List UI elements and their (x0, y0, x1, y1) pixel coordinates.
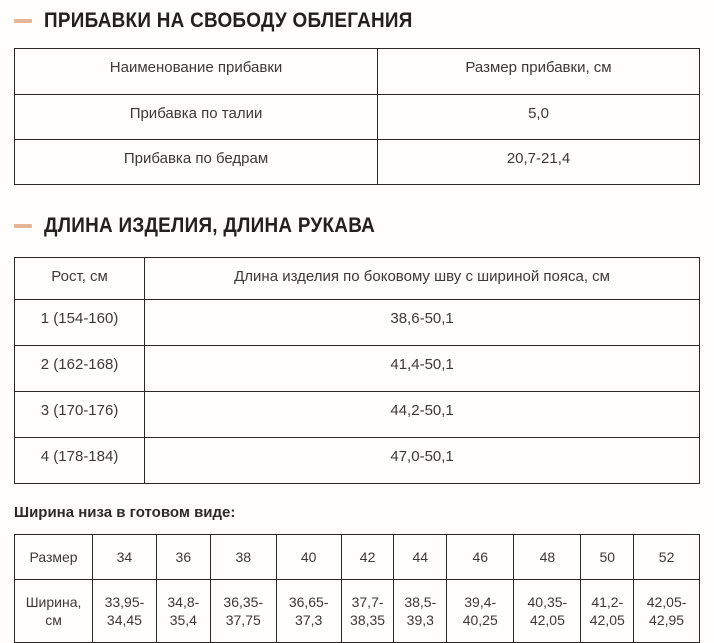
height-cell: 1 (154-160) (15, 300, 145, 346)
width-range-cell: 38,5-39,3 (394, 580, 447, 643)
size-cell: 46 (447, 535, 514, 580)
table-header-row (15, 258, 700, 300)
row-header-width: Ширина, см (15, 580, 93, 643)
table-row (15, 580, 700, 643)
allowance-value-cell: 5,0 (378, 95, 700, 140)
width-range-cell: 40,35-42,05 (514, 580, 581, 643)
size-cell: 50 (581, 535, 634, 580)
size-cell: 40 (276, 535, 341, 580)
size-cell: 36 (156, 535, 210, 580)
table-row (15, 438, 700, 484)
size-cell: 48 (514, 535, 581, 580)
table-row (15, 140, 700, 185)
heading-allowances: ПРИБАВКИ НА СВОБОДУ ОБЛЕГАНИЯ (44, 9, 413, 32)
section-heading-lengths (14, 213, 700, 239)
size-cell: 52 (634, 535, 700, 580)
table-row (15, 95, 700, 140)
allowances-table (14, 48, 700, 185)
column-header-length: Длина изделия по боковому шву с шириной пояса, см (145, 258, 700, 300)
table-row (15, 392, 700, 438)
width-range-cell: 34,8-35,4 (156, 580, 210, 643)
section-heading-allowances (14, 8, 700, 34)
column-header-allowance-name: Наименование прибавки (15, 49, 378, 95)
table-header-row (15, 535, 700, 580)
width-range-cell: 42,05-42,95 (634, 580, 700, 643)
table-row (15, 300, 700, 346)
size-cell: 44 (394, 535, 447, 580)
width-range-cell: 33,95-34,45 (93, 580, 157, 643)
length-table (14, 257, 700, 484)
width-range-cell: 36,65-37,3 (276, 580, 341, 643)
size-cell: 34 (93, 535, 157, 580)
length-cell: 38,6-50,1 (145, 300, 700, 346)
table-row (15, 346, 700, 392)
height-cell: 2 (162-168) (15, 346, 145, 392)
height-cell: 4 (178-184) (15, 438, 145, 484)
width-range-cell: 36,35-37,75 (210, 580, 276, 643)
column-header-size: Размер (15, 535, 93, 580)
allowance-name-cell: Прибавка по бедрам (15, 140, 378, 185)
dash-bullet-icon (14, 19, 32, 23)
column-header-height: Рост, см (15, 258, 145, 300)
width-range-cell: 37,7-38,35 (341, 580, 394, 643)
allowance-value-cell: 20,7-21,4 (378, 140, 700, 185)
column-header-allowance-size: Размер прибавки, см (378, 49, 700, 95)
dash-bullet-icon (14, 224, 32, 228)
hem-width-table (14, 534, 700, 643)
size-cell: 42 (341, 535, 394, 580)
allowance-name-cell: Прибавка по талии (15, 95, 378, 140)
table-header-row (15, 49, 700, 95)
heading-lengths: ДЛИНА ИЗДЕЛИЯ, ДЛИНА РУКАВА (44, 214, 376, 237)
height-cell: 3 (170-176) (15, 392, 145, 438)
width-range-cell: 41,2-42,05 (581, 580, 634, 643)
width-range-cell: 39,4-40,25 (447, 580, 514, 643)
hem-width-label: Ширина низа в готовом виде: (14, 504, 236, 521)
length-cell: 44,2-50,1 (145, 392, 700, 438)
size-cell: 38 (210, 535, 276, 580)
length-cell: 47,0-50,1 (145, 438, 700, 484)
length-cell: 41,4-50,1 (145, 346, 700, 392)
